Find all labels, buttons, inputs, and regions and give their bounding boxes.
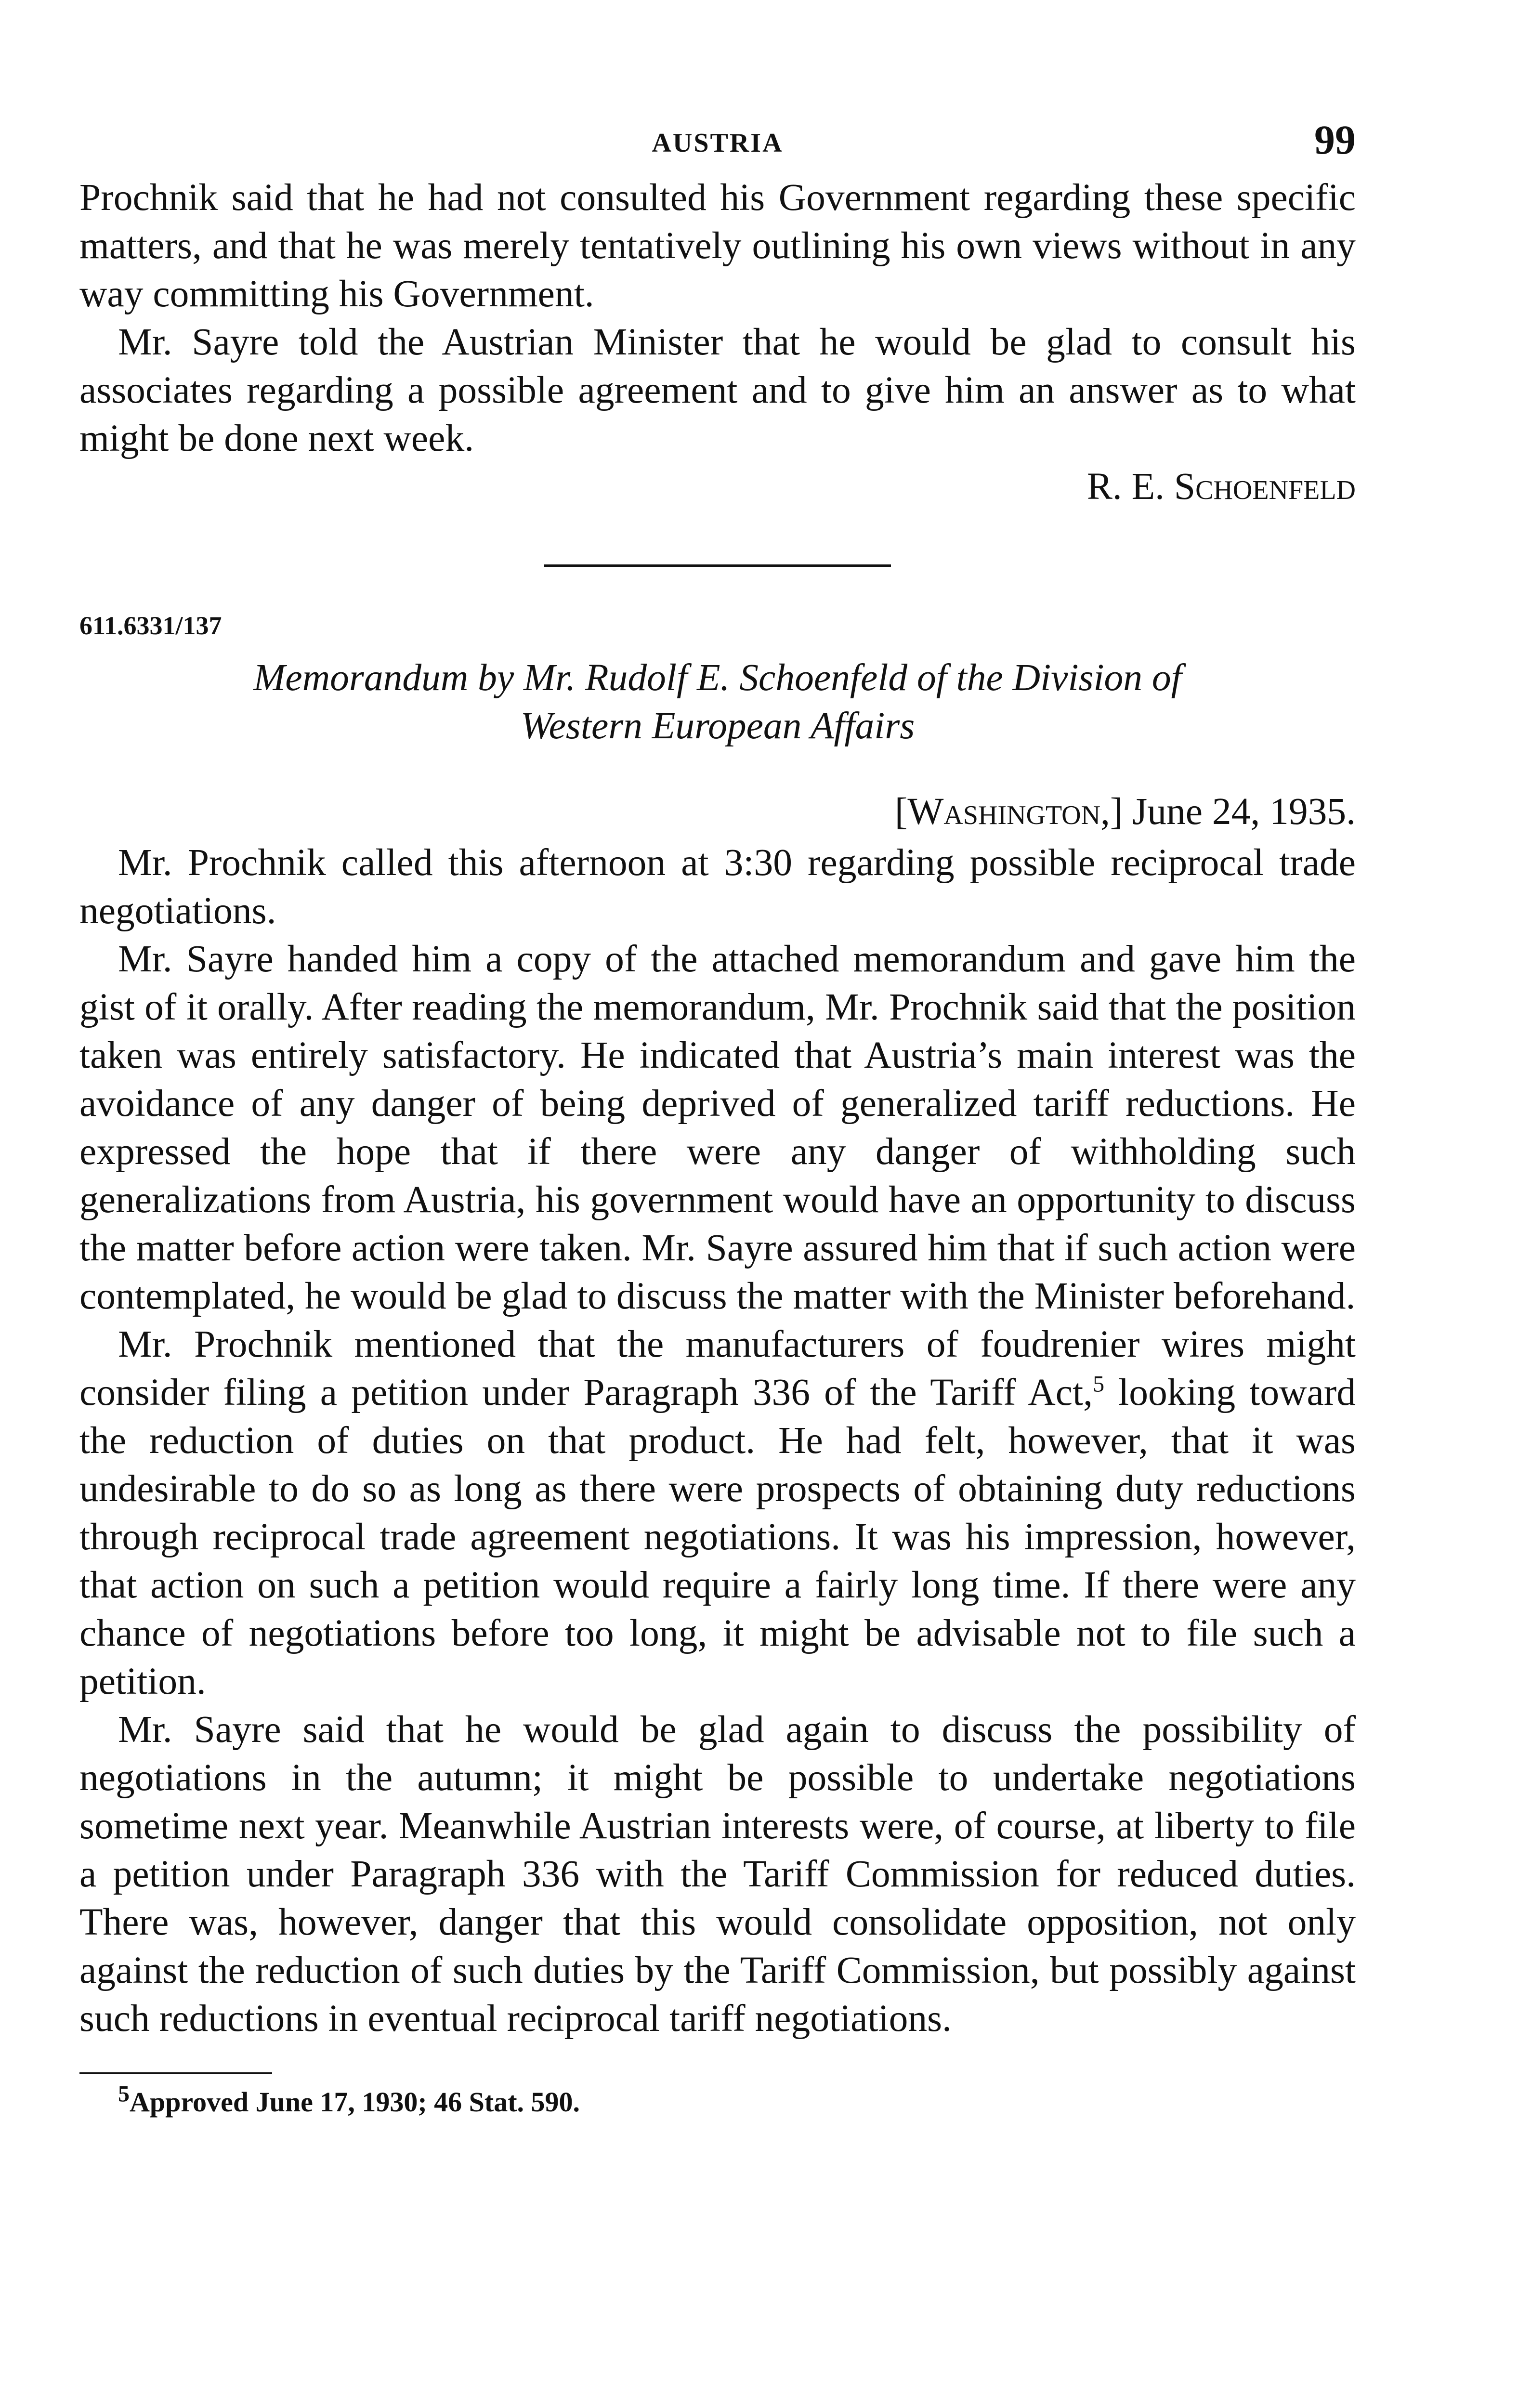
body-paragraph: Mr. Sayre said that he would be glad again to discuss the possibility of negotiations in the autumn; it might be possible to undertake negotiations sometime next year. Meanwhile Austrian interests were, of course, at liberty to file a petition under Paragraph 336 with the Tariff Commission for reduced duties. There was, however, danger that this would consolidate opposition, not only against the reduction of such duties by the Tariff Commission, but possibly against such reductions in eventual reciprocal tariff negotiations.: [79, 1708, 1356, 2040]
dateline-place: [Washington,]: [894, 790, 1123, 833]
paragraph-text: looking toward the reduction of duties on that product. He had felt, however, that it was undesirable to do so as long as there were prospects of obtaining duty reductions through reciprocal trade agreement negotiations. It was his impression, however, that action on such a petition would require a fairly long time. If there were any chance of negotiations before too long, it might be advisable not to file such a petition.: [79, 1371, 1356, 1702]
paragraph-text: Mr. Prochnik mentioned that the manufacturers of foudrenier wires might consider filing a petition under Paragraph 336 of the Tariff Act,: [79, 1323, 1356, 1413]
document-title-line: Western European Affairs: [520, 705, 915, 747]
document-title-line: Memorandum by Mr. Rudolf E. Schoenfeld of the Division of: [253, 656, 1182, 699]
footnote: [79, 2083, 1356, 2121]
section-divider: [544, 564, 891, 567]
footnote-divider: [79, 2072, 272, 2074]
continued-paragraph: Prochnik said that he had not consulted his Government regarding these specific matters, and that he was merely tentatively outlining his own views without in any way committing his Government.: [79, 176, 1356, 315]
running-title: AUSTRIA: [652, 128, 784, 158]
file-number: 611.6331/137: [79, 611, 222, 640]
dateline-date: June 24, 1935.: [1132, 790, 1356, 833]
signature: [79, 462, 1356, 510]
dateline: [79, 787, 1356, 836]
footnote-marker: 5: [118, 2081, 130, 2107]
document-page: [79, 116, 1356, 2121]
continued-paragraph: Mr. Sayre told the Austrian Minister that he would be glad to consult his associates regarding a possible agreement and to give him an answer as to what might be done next week.: [79, 321, 1356, 459]
running-header: [79, 116, 1356, 173]
footnote-text: Approved June 17, 1930; 46 Stat. 590.: [130, 2086, 580, 2118]
body-paragraph: [79, 1320, 1356, 1705]
body-paragraph: Mr. Prochnik called this afternoon at 3:30 regarding possible reciprocal trade negotiations.: [79, 841, 1356, 932]
signature-name: R. E. Schoenfeld: [1086, 465, 1356, 508]
footnote-reference: 5: [1093, 1371, 1105, 1397]
body-paragraph: Mr. Sayre handed him a copy of the attached memorandum and gave him the gist of it orally. After reading the memorandum, Mr. Prochnik said that the position taken was entirely satisfactory. He indicated that Austria’s main interest was the avoidance of any danger of being deprived of generalized tariff reductions. He expressed the hope that if there were any danger of withholding such generalizations from Austria, his government would have an opportunity to discuss the matter before action were taken. Mr. Sayre assured him that if such action were contemplated, he would be glad to discuss the matter with the Minister beforehand.: [79, 938, 1356, 1317]
document-title: [79, 654, 1356, 750]
page-number: 99: [1314, 117, 1356, 163]
